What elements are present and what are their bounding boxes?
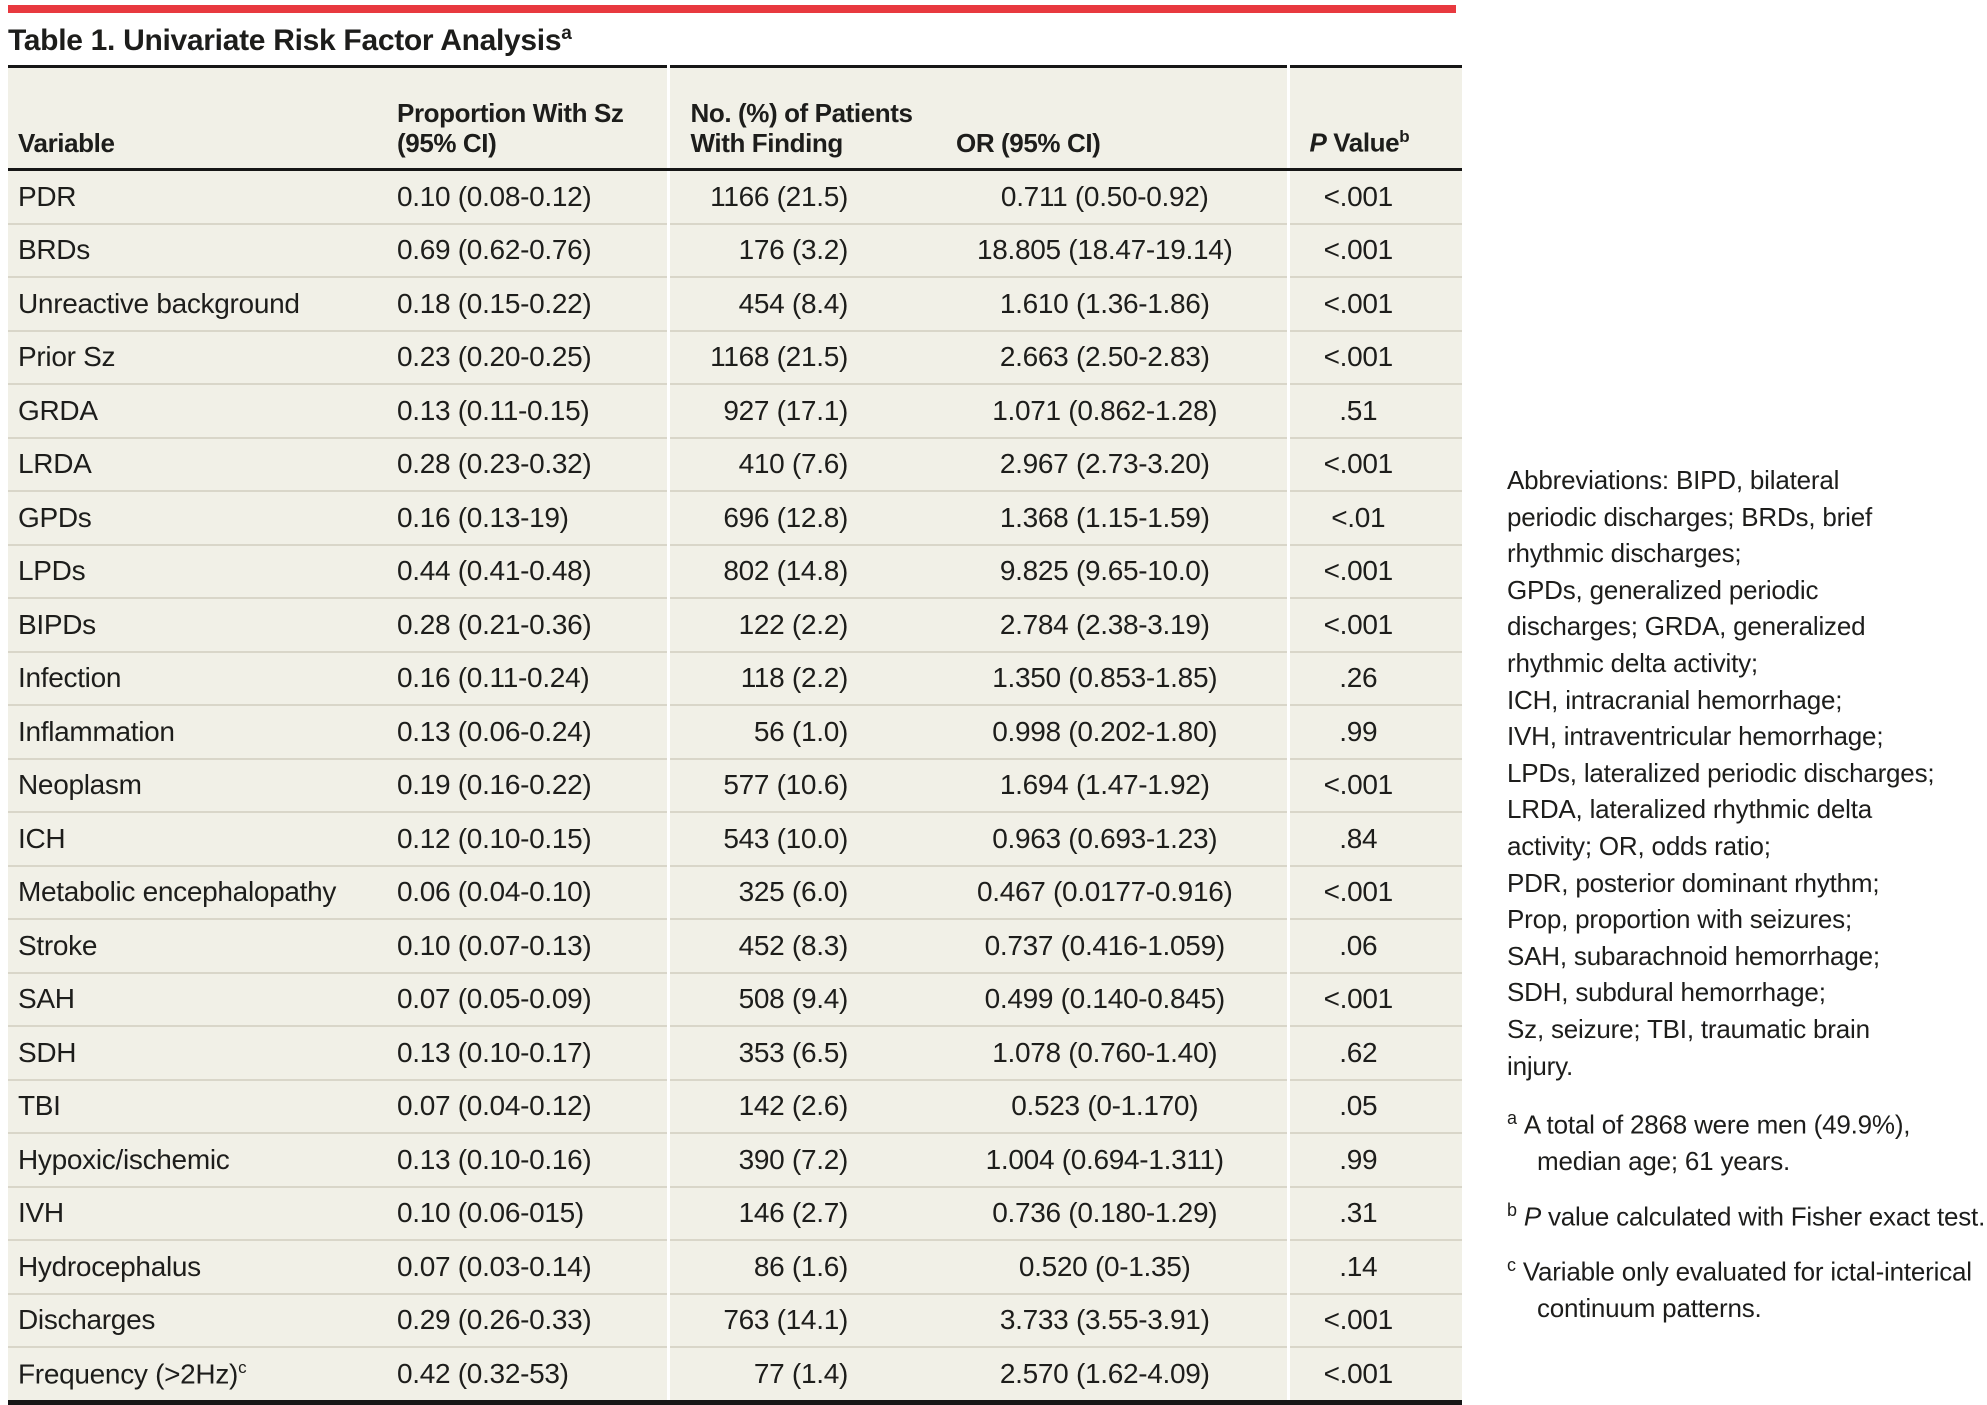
cell-n: 86 (1.6) <box>668 1240 948 1294</box>
cell-n: 142 (2.6) <box>668 1080 948 1134</box>
cell-n: 118 (2.2) <box>668 652 948 706</box>
abbreviation-line: ICH, intracranial hemorrhage; <box>1507 684 1843 715</box>
cell-n: 1168 (21.5) <box>668 331 948 385</box>
abbreviation-line: Abbreviations: BIPD, bilateral <box>1507 465 1840 495</box>
cell-n: 577 (10.6) <box>668 759 948 813</box>
cell-prop: 0.18 (0.15-0.22) <box>380 277 668 331</box>
header-row <box>8 67 1462 170</box>
cell-p: .05 <box>1288 1080 1462 1134</box>
cell-n: 696 (12.8) <box>668 491 948 545</box>
cell-variable: Metabolic encephalopathy <box>8 866 380 920</box>
cell-p: .26 <box>1288 652 1462 706</box>
cell-prop: 0.23 (0.20-0.25) <box>380 331 668 385</box>
cell-or: 2.570 (1.62-4.09) <box>948 1347 1288 1402</box>
abbreviation-line: LRDA, lateralized rhythmic delta <box>1507 794 1872 825</box>
cell-p: .14 <box>1288 1240 1462 1294</box>
cell-n: 763 (14.1) <box>668 1294 948 1348</box>
cell-variable: ICH <box>8 812 380 866</box>
cell-variable: TBI <box>8 1080 380 1134</box>
cell-or: 0.467 (0.0177-0.916) <box>948 866 1288 920</box>
cell-prop: 0.28 (0.21-0.36) <box>380 598 668 652</box>
cell-or: 1.071 (0.862-1.28) <box>948 384 1288 438</box>
cell-variable: Unreactive background <box>8 277 380 331</box>
cell-prop: 0.10 (0.07-0.13) <box>380 919 668 973</box>
sidebar-notes <box>1507 462 1987 1339</box>
table-row <box>8 1240 1462 1294</box>
cell-prop: 0.29 (0.26-0.33) <box>380 1294 668 1348</box>
footnote-marker: c <box>1507 1255 1516 1276</box>
table-row <box>8 331 1462 385</box>
row-footnote-marker: c <box>238 1357 247 1377</box>
table-row <box>8 1294 1462 1348</box>
pvalue-italic-p: P <box>1309 128 1327 158</box>
cell-p: <.001 <box>1288 277 1462 331</box>
cell-variable: Hydrocephalus <box>8 1240 380 1294</box>
table-row <box>8 1133 1462 1187</box>
cell-prop: 0.06 (0.04-0.10) <box>380 866 668 920</box>
header-label: OR (95% CI) <box>956 128 1101 158</box>
cell-prop: 0.13 (0.11-0.15) <box>380 384 668 438</box>
cell-prop: 0.42 (0.32-53) <box>380 1347 668 1402</box>
cell-p: .99 <box>1288 1133 1462 1187</box>
footnote-c: $^c$ Variable only evaluated for ictal-interical continuum patterns. <box>1507 1255 1972 1324</box>
cell-n: 410 (7.6) <box>668 438 948 492</box>
header-label: No. (%) of Patients <box>690 98 913 128</box>
cell-p: <.001 <box>1288 224 1462 278</box>
cell-or: 0.711 (0.50-0.92) <box>948 170 1288 224</box>
cell-p: <.001 <box>1288 759 1462 813</box>
cell-or: 1.368 (1.15-1.59) <box>948 491 1288 545</box>
cell-or: 18.805 (18.47-19.14) <box>948 224 1288 278</box>
title-footnote-marker: a <box>561 23 572 44</box>
table-row <box>8 491 1462 545</box>
cell-n: 176 (3.2) <box>668 224 948 278</box>
cell-or: 2.967 (2.73-3.20) <box>948 438 1288 492</box>
abbreviation-line: SDH, subdural hemorrhage; <box>1507 977 1826 1008</box>
abbreviation-line: discharges; GRDA, generalized <box>1507 611 1866 642</box>
table-row <box>8 705 1462 759</box>
cell-or: 1.350 (0.853-1.85) <box>948 652 1288 706</box>
footnote-italic-p: P <box>1523 1201 1541 1232</box>
abbreviation-line: rhythmic delta activity; <box>1507 647 1758 678</box>
cell-p: .99 <box>1288 705 1462 759</box>
header-label: (95% CI) <box>397 128 497 158</box>
cell-p: .84 <box>1288 812 1462 866</box>
cell-p: <.001 <box>1288 1294 1462 1348</box>
cell-or: 1.610 (1.36-1.86) <box>948 277 1288 331</box>
table-row <box>8 598 1462 652</box>
cell-n: 122 (2.2) <box>668 598 948 652</box>
abbreviation-line: periodic discharges; BRDs, brief <box>1507 501 1872 532</box>
cell-prop: 0.10 (0.06-015) <box>380 1187 668 1241</box>
abbreviation-line: SAH, subarachnoid hemorrhage; <box>1507 940 1880 971</box>
cell-n: 452 (8.3) <box>668 919 948 973</box>
cell-or: 1.004 (0.694-1.311) <box>948 1133 1288 1187</box>
cell-prop: 0.69 (0.62-0.76) <box>380 224 668 278</box>
cell-or: 3.733 (3.55-3.91) <box>948 1294 1288 1348</box>
cell-n: 56 (1.0) <box>668 705 948 759</box>
abbreviation-line: LPDs, lateralized periodic discharges; <box>1507 757 1935 788</box>
cell-p: .31 <box>1288 1187 1462 1241</box>
header-label: Variable <box>18 128 115 158</box>
cell-or: 2.784 (2.38-3.19) <box>948 598 1288 652</box>
table-row <box>8 759 1462 813</box>
cell-p: <.001 <box>1288 331 1462 385</box>
table-row <box>8 545 1462 599</box>
header-label: With Finding <box>690 128 843 158</box>
cell-or: 9.825 (9.65-10.0) <box>948 545 1288 599</box>
table-row <box>8 866 1462 920</box>
abbreviation-line: GPDs, generalized periodic <box>1507 574 1819 605</box>
table-row <box>8 1347 1462 1402</box>
table-row <box>8 384 1462 438</box>
cell-prop: 0.13 (0.10-0.17) <box>380 1026 668 1080</box>
cell-prop: 0.19 (0.16-0.22) <box>380 759 668 813</box>
cell-variable: Hypoxic/ischemic <box>8 1133 380 1187</box>
cell-p: <.001 <box>1288 866 1462 920</box>
header-label <box>1310 122 1463 158</box>
cell-variable: GPDs <box>8 491 380 545</box>
cell-p: <.01 <box>1288 491 1462 545</box>
cell-variable: LRDA <box>8 438 380 492</box>
footnote-marker: b <box>1507 1199 1517 1220</box>
abbreviations-block <box>1507 462 1987 1084</box>
cell-or: 0.736 (0.180-1.29) <box>948 1187 1288 1241</box>
header-label: Proportion With Sz <box>397 98 624 128</box>
cell-n: 353 (6.5) <box>668 1026 948 1080</box>
table-title <box>8 16 572 59</box>
footnotes-block <box>1507 1100 1987 1326</box>
cell-n: 1166 (21.5) <box>668 170 948 224</box>
accent-bar <box>8 5 1456 13</box>
pvalue-footnote-marker: b <box>1399 127 1410 147</box>
cell-prop: 0.44 (0.41-0.48) <box>380 545 668 599</box>
cell-variable: GRDA <box>8 384 380 438</box>
cell-p: <.001 <box>1288 438 1462 492</box>
abbreviation-line: activity; OR, odds ratio; <box>1507 830 1771 861</box>
cell-prop: 0.28 (0.23-0.32) <box>380 438 668 492</box>
cell-variable: IVH <box>8 1187 380 1241</box>
cell-prop: 0.16 (0.11-0.24) <box>380 652 668 706</box>
abbreviation-line: Prop, proportion with seizures; <box>1507 904 1852 935</box>
table-row <box>8 1026 1462 1080</box>
cell-n: 927 (17.1) <box>668 384 948 438</box>
cell-variable: SAH <box>8 973 380 1027</box>
table-row <box>8 170 1462 224</box>
table-title-text: Table 1. Univariate Risk Factor Analysis <box>8 24 562 57</box>
table-row <box>8 919 1462 973</box>
cell-variable: Stroke <box>8 919 380 973</box>
cell-n: 390 (7.2) <box>668 1133 948 1187</box>
cell-variable: Prior Sz <box>8 331 380 385</box>
cell-p: <.001 <box>1288 1347 1462 1402</box>
cell-n: 454 (8.4) <box>668 277 948 331</box>
cell-or: 0.998 (0.202-1.80) <box>948 705 1288 759</box>
cell-n: 802 (14.8) <box>668 545 948 599</box>
cell-variable: LPDs <box>8 545 380 599</box>
abbreviation-line: rhythmic discharges; <box>1507 538 1742 569</box>
cell-variable: Infection <box>8 652 380 706</box>
cell-prop: 0.07 (0.03-0.14) <box>380 1240 668 1294</box>
cell-n: 325 (6.0) <box>668 866 948 920</box>
cell-or: 0.499 (0.140-0.845) <box>948 973 1288 1027</box>
cell-p: <.001 <box>1288 598 1462 652</box>
cell-variable: Neoplasm <box>8 759 380 813</box>
cell-or: 1.694 (1.47-1.92) <box>948 759 1288 813</box>
cell-prop: 0.07 (0.05-0.09) <box>380 973 668 1027</box>
cell-n: 77 (1.4) <box>668 1347 948 1402</box>
cell-variable: BIPDs <box>8 598 380 652</box>
footnote-marker: a <box>1507 1108 1517 1129</box>
table-row <box>8 438 1462 492</box>
cell-variable: SDH <box>8 1026 380 1080</box>
table-row <box>8 277 1462 331</box>
cell-prop: 0.13 (0.10-0.16) <box>380 1133 668 1187</box>
cell-prop: 0.13 (0.06-0.24) <box>380 705 668 759</box>
column-header-patients <box>668 67 948 170</box>
table-row <box>8 652 1462 706</box>
column-header-pvalue <box>1288 67 1462 170</box>
cell-or: 0.523 (0-1.170) <box>948 1080 1288 1134</box>
cell-prop: 0.07 (0.04-0.12) <box>380 1080 668 1134</box>
footnote-b: $^b$ P value calculated with Fisher exact test. <box>1507 1199 1986 1232</box>
cell-or: 1.078 (0.760-1.40) <box>948 1026 1288 1080</box>
table-row <box>8 1080 1462 1134</box>
cell-or: 0.963 (0.693-1.23) <box>948 812 1288 866</box>
cell-variable: PDR <box>8 170 380 224</box>
cell-p: .06 <box>1288 919 1462 973</box>
table-row <box>8 973 1462 1027</box>
column-header-variable <box>8 67 380 170</box>
table-body <box>8 170 1462 1403</box>
abbreviation-line: IVH, intraventricular hemorrhage; <box>1507 721 1884 752</box>
table-row <box>8 812 1462 866</box>
table-row <box>8 224 1462 278</box>
cell-p: <.001 <box>1288 170 1462 224</box>
column-header-proportion <box>380 67 668 170</box>
table-row <box>8 1187 1462 1241</box>
cell-p: <.001 <box>1288 973 1462 1027</box>
column-header-or <box>948 67 1288 170</box>
footnote-a: $^a$ A total of 2868 were men (49.9%), median age; 61 years. <box>1507 1108 1911 1176</box>
abbreviation-line: injury. <box>1507 1050 1574 1081</box>
pvalue-rest: Value <box>1326 128 1400 158</box>
cell-variable: Discharges <box>8 1294 380 1348</box>
cell-n: 508 (9.4) <box>668 973 948 1027</box>
risk-factor-table <box>8 65 1462 1405</box>
cell-variable: Inflammation <box>8 705 380 759</box>
abbreviation-line: Sz, seizure; TBI, traumatic brain <box>1507 1013 1870 1044</box>
cell-prop: 0.10 (0.08-0.12) <box>380 170 668 224</box>
cell-variable: Frequency (>2Hz)$^c$ <box>8 1347 380 1402</box>
cell-variable: BRDs <box>8 224 380 278</box>
cell-n: 543 (10.0) <box>668 812 948 866</box>
abbreviation-line: PDR, posterior dominant rhythm; <box>1507 867 1880 898</box>
cell-or: 0.737 (0.416-1.059) <box>948 919 1288 973</box>
cell-prop: 0.16 (0.13-19) <box>380 491 668 545</box>
cell-prop: 0.12 (0.10-0.15) <box>380 812 668 866</box>
cell-p: .51 <box>1288 384 1462 438</box>
cell-or: 0.520 (0-1.35) <box>948 1240 1288 1294</box>
cell-p: .62 <box>1288 1026 1462 1080</box>
cell-n: 146 (2.7) <box>668 1187 948 1241</box>
cell-or: 2.663 (2.50-2.83) <box>948 331 1288 385</box>
cell-p: <.001 <box>1288 545 1462 599</box>
